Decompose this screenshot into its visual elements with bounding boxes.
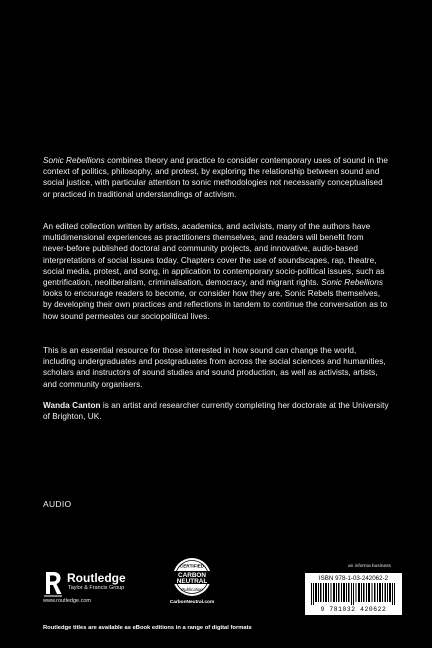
book-title-italic: Sonic Rebellions bbox=[321, 278, 383, 288]
blurb-text: looks to encourage readers to become, or consider how they are, Sonic Rebels themselves, by developing their own practices and reflections in tandem to continue the conversation as to how sound permeates our sociopolitical lives. bbox=[43, 289, 388, 321]
routledge-logo bbox=[43, 569, 163, 603]
blurb-paragraph-1 bbox=[43, 155, 389, 200]
carbon-line1: CARBON bbox=[177, 572, 207, 579]
carbon-url: CarbonNeutral.com bbox=[169, 600, 215, 605]
author-bio bbox=[43, 400, 389, 422]
routledge-r-icon bbox=[43, 569, 63, 597]
blurb-text: An edited collection written by artists, academics, and activists, many of the authors have multidimensional experiences as practitioners themselves, and readers will benefit from never-before published doctoral and community projects, and innovative, audio-based interpretations of social issues today. Chapters cover the use of soundscapes, rap, theatre, social media, protest, and song, in application to contemporary socio-political issues, such as gentrification, neoliberalism, criminalisation, democracy, and migrant rights. bbox=[43, 222, 385, 288]
carbon-line2: NEUTRAL bbox=[176, 578, 208, 585]
blurb-text: combines theory and practice to consider contemporary uses of sound in the context of politics, philosophy, and protest, by exploring the relationship between sound and social justice, with particular attention to sonic methodologies not necessarily conceptualised or practiced in traditional understandings of activism. bbox=[43, 156, 388, 199]
blurb-paragraph-3: This is an essential resource for those interested in how sound can change the world, including undergraduates and postgraduates from across the social sciences and humanities, scholars and instructors of sound studies and sound production, as well as activists, artists, and community organisers. bbox=[43, 346, 386, 389]
publisher-url: www.routledge.com bbox=[43, 598, 91, 604]
ebook-note: Routledge titles are available as eBook editions in a range of digital formats bbox=[43, 625, 252, 631]
publisher-name: Routledge bbox=[67, 571, 126, 585]
isbn-barcode-box bbox=[305, 573, 402, 615]
author-name: Wanda Canton bbox=[43, 401, 101, 410]
isbn-label: ISBN 978-1-03-242062-2 bbox=[318, 575, 389, 582]
blurb-paragraph-2 bbox=[43, 221, 389, 322]
isbn-digits: 9 781032 420622 bbox=[320, 606, 387, 613]
book-title-italic: Sonic Rebellions bbox=[43, 156, 105, 165]
carbon-certified-text: CERTIFIED bbox=[179, 563, 205, 569]
carbon-neutral-badge bbox=[163, 556, 221, 612]
publisher-group: Taylor & Francis Group bbox=[68, 585, 125, 591]
carbon-neutral-logo bbox=[163, 556, 221, 598]
barcode-icon bbox=[311, 583, 396, 605]
informa-note: an informa business bbox=[348, 564, 391, 569]
carbon-publication-text: Publication bbox=[181, 587, 203, 592]
author-bio-text: is an artist and researcher currently completing her doctorate at the University of Brighton, UK. bbox=[43, 401, 389, 422]
subject-category: AUDIO bbox=[43, 499, 72, 509]
